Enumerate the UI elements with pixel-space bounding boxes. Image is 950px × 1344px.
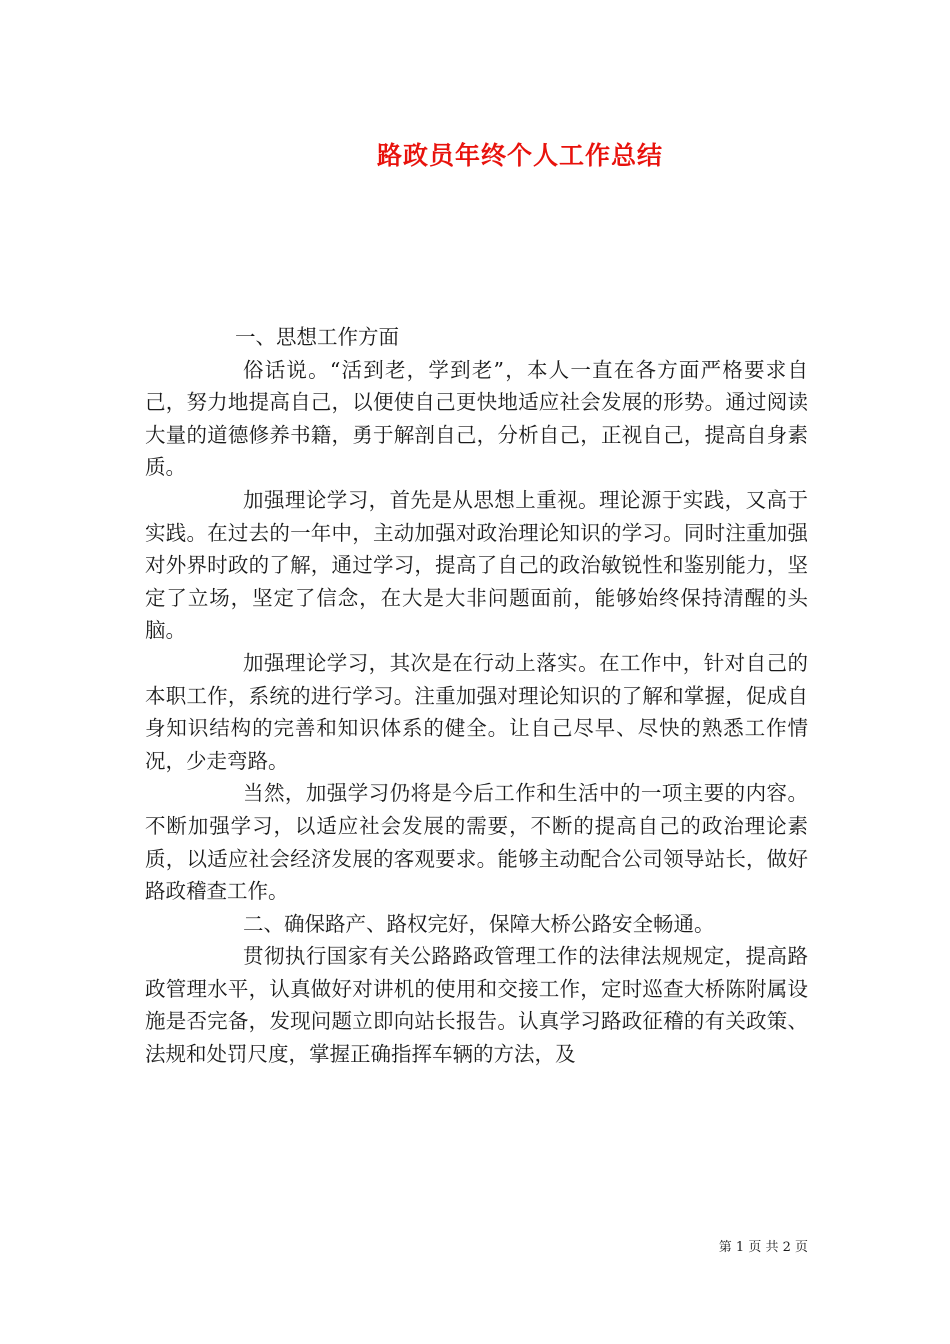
paragraph: 加强理论学习，其次是在行动上落实。在工作中，针对自己的本职工作，系统的进行学习。注重加强对理论知识的了解和掌握，促成自身知识结构的完善和知识体系的健全。让自己尽早、尽快的熟悉工作情况，少走弯路。: [145, 650, 808, 773]
document-body: [145, 321, 808, 1071]
page-number: 第 1 页 共 2 页: [718, 1240, 808, 1255]
document-title: 路政员年终个人工作总结: [376, 141, 663, 170]
paragraph: 俗话说。“活到老，学到老”，本人一直在各方面严格要求自己，努力地提高自己，以便使自己更快地适应社会发展的形势。通过阅读大量的道德修养书籍，勇于解剖自己，分析自己，正视自己，提高自身素质。: [145, 357, 808, 480]
section-heading-1: 一、思想工作方面: [235, 325, 399, 349]
paragraph: 当然，加强学习仍将是今后工作和生活中的一项主要的内容。不断加强学习，以适应社会发展的需要，不断的提高自己的政治理论素质，以适应社会经济发展的客观要求。能够主动配合公司领导站长，做好路政稽查工作。: [145, 781, 808, 904]
section-heading-2: 二、确保路产、路权完好，保障大桥公路安全畅通。: [243, 911, 715, 936]
paragraph: 贯彻执行国家有关公路路政管理工作的法律法规规定，提高路政管理水平，认真做好对讲机的使用和交接工作，定时巡查大桥陈附属设施是否完备，发现问题立即向站长报告。认真学习路政征稽的有关政策、法规和处罚尺度，掌握正确指挥车辆的方法，及: [145, 944, 808, 1067]
paragraph: 加强理论学习，首先是从思想上重视。理论源于实践，又高于实践。在过去的一年中，主动加强对政治理论知识的学习。同时注重加强对外界时政的了解，通过学习，提高了自己的政治敏锐性和鉴别能力，坚定了立场，坚定了信念，在大是大非问题面前，能够始终保持清醒的头脑。: [145, 487, 808, 643]
